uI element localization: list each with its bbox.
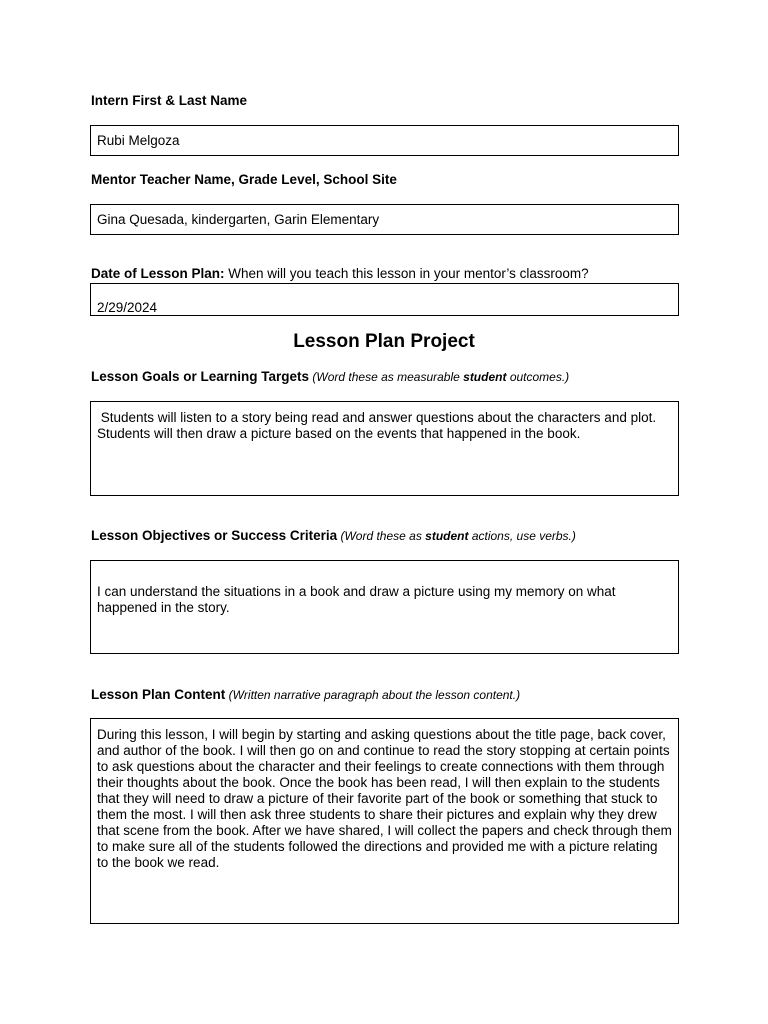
lesson-goals-field[interactable] — [90, 401, 679, 496]
mentor-info-field[interactable] — [90, 204, 679, 235]
lesson-content-label-text: Lesson Plan Content — [91, 687, 226, 702]
lesson-content-field[interactable] — [90, 718, 679, 924]
lesson-date-field[interactable] — [90, 283, 679, 316]
lesson-objectives-label — [91, 528, 576, 544]
lesson-goals-label — [91, 369, 569, 385]
lesson-goals-hint: (Word these as measurable student outcomes.) — [309, 370, 570, 384]
intern-name-label: Intern First & Last Name — [91, 93, 248, 108]
lesson-objectives-field[interactable] — [90, 560, 679, 654]
lesson-content-label — [91, 687, 520, 703]
lesson-date-value: 2/29/2024 — [97, 300, 158, 315]
lesson-content-hint: (Written narrative paragraph about the lesson content.) — [225, 688, 521, 702]
lesson-objectives-hint: (Word these as student actions, use verbs.) — [337, 529, 576, 543]
lesson-goals-value: Students will listen to a story being read and answer questions about the characters and plot. Students will then draw a picture based on the events that happened in the book. — [97, 410, 660, 441]
mentor-info-value: Gina Quesada, kindergarten, Garin Elementary — [97, 212, 380, 227]
mentor-info-label: Mentor Teacher Name, Grade Level, School Site — [91, 172, 397, 187]
lesson-objectives-value: I can understand the situations in a book and draw a picture using my memory on what happened in the story. — [97, 584, 620, 615]
intern-name-field[interactable] — [90, 125, 679, 156]
lesson-content-value: During this lesson, I will begin by starting and asking questions about the title page, back cover, and author of the book. I will then go on and continue to read the story stopping at certain points to ask questions about the character and their feelings to create connections with them through their thoughts about the book. Once the book has been read, I will then explain to the students that they will need to draw a picture of their favorite part of the book or something that stuck to them the most. I will then ask three students to share their pictures and explain why they drew that scene from the book. After we have shared, I will collect the papers and check through them to make sure all of the students followed the directions and provided me with a picture relating to the book we read. — [97, 727, 676, 870]
lesson-date-label-bold: Date of Lesson Plan: — [91, 266, 225, 281]
intern-name-value: Rubi Melgoza — [97, 133, 180, 148]
lesson-date-question: When will you teach this lesson in your mentor’s classroom? — [224, 266, 589, 281]
lesson-objectives-label-text: Lesson Objectives or Success Criteria — [91, 528, 338, 543]
page-title: Lesson Plan Project — [293, 331, 475, 352]
lesson-goals-label-text: Lesson Goals or Learning Targets — [91, 369, 310, 384]
lesson-date-label — [91, 266, 589, 282]
